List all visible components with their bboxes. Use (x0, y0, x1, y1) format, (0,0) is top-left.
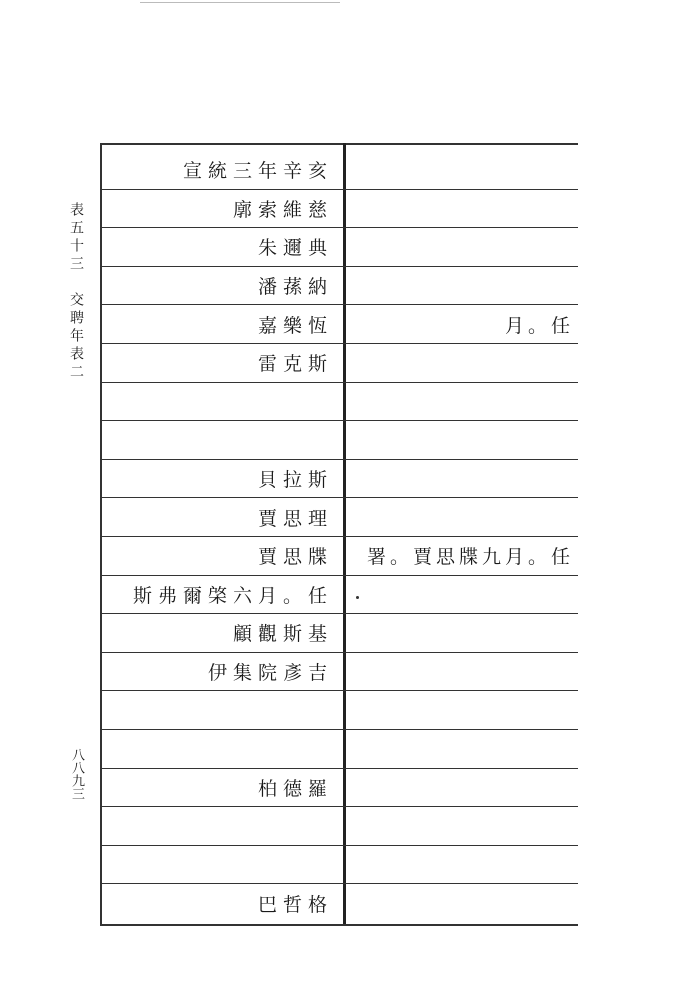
table-body (100, 151, 578, 923)
row-name-cell: 廓索維慈 (232, 198, 333, 221)
table-row (100, 846, 578, 885)
row-note-cell (346, 846, 578, 884)
row-note-cell (346, 460, 578, 498)
table-row (100, 730, 578, 769)
row-note-cell (346, 228, 578, 266)
table-row (100, 807, 578, 846)
table-row (100, 691, 578, 730)
table-row (100, 151, 578, 190)
row-name-cell: 顧觀斯基 (232, 623, 333, 646)
table-row (100, 421, 578, 460)
row-name-cell: 賈思理 (257, 507, 333, 530)
table-bottom-border (100, 924, 578, 926)
row-note-cell (346, 614, 578, 652)
row-name-cell (100, 730, 343, 768)
row-name-cell: 雷克斯 (257, 353, 333, 376)
table-row (100, 614, 578, 653)
table-row (100, 190, 578, 229)
row-note-cell: 署。賈思牒九月。任 (366, 546, 574, 569)
row-name-cell: 宣統三年辛亥 (182, 160, 333, 183)
row-name-cell (100, 807, 343, 845)
row-note-cell (346, 344, 578, 382)
table-row (100, 228, 578, 267)
row-note-cell (346, 267, 578, 305)
row-name-cell: 朱邇典 (257, 237, 333, 260)
row-name-cell (100, 421, 343, 459)
row-name-cell: 斯弗爾棨六月。任 (132, 584, 333, 607)
ink-dot (356, 596, 359, 599)
row-note-cell (346, 807, 578, 845)
table-row (100, 537, 578, 576)
row-name-cell (100, 846, 343, 884)
row-note-cell (346, 691, 578, 729)
row-name-cell: 貝拉斯 (257, 469, 333, 492)
row-name-cell (100, 383, 343, 421)
page-number: 八八九三 (69, 748, 84, 800)
row-name-cell: 賈思牒 (257, 546, 333, 569)
table-row (100, 769, 578, 808)
table-row (100, 498, 578, 537)
row-name-cell: 嘉樂恆 (257, 314, 333, 337)
row-name-cell: 巴哲格 (257, 894, 333, 917)
top-rule (140, 2, 340, 3)
table-row (100, 576, 578, 615)
table-top-border (100, 143, 578, 145)
side-title: 表五十三 交聘年表二 (68, 202, 84, 382)
row-name-cell: 柏德羅 (257, 777, 333, 800)
table-row (100, 884, 578, 923)
table-row (100, 305, 578, 344)
row-note-cell (346, 769, 578, 807)
table-row (100, 267, 578, 306)
row-note-cell (346, 576, 578, 614)
row-note-cell (346, 884, 578, 923)
table-row (100, 383, 578, 422)
table-row (100, 653, 578, 692)
row-note-cell (346, 151, 578, 189)
row-name-cell: 伊集院彥吉 (207, 662, 333, 685)
table-row (100, 460, 578, 499)
row-note-cell (346, 383, 578, 421)
row-note-cell (346, 730, 578, 768)
row-name-cell (100, 691, 343, 729)
row-note-cell (346, 653, 578, 691)
row-note-cell: 月。任 (504, 314, 574, 337)
row-name-cell: 潘蓀納 (257, 276, 333, 299)
row-note-cell (346, 498, 578, 536)
table-row (100, 344, 578, 383)
row-note-cell (346, 421, 578, 459)
row-note-cell (346, 190, 578, 228)
